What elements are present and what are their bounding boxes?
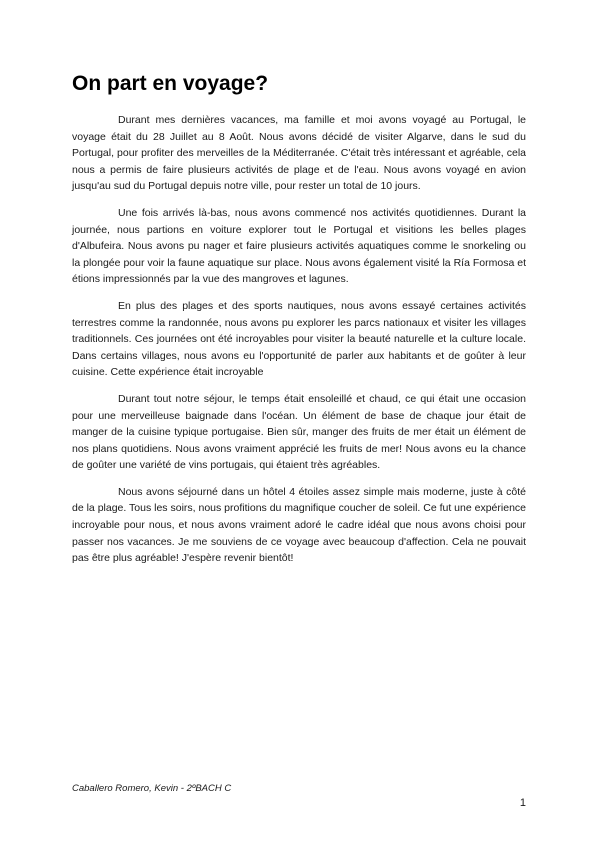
page-title: On part en voyage? [72, 72, 269, 95]
paragraph-1: Durant mes dernières vacances, ma famille et moi avons voyagé au Portugal, le voyage était du 28 Juillet au 8 Août. Nous avons décidé de visiter Algarve, dans le sud du Portugal, pour profiter des merveilles de la Méditerranée. C'était très intéressant et agréable, cela nous a permis de faire plusieurs activités de plage et de l'eau. Nous avons voyagé en avion jusqu'au sud du Portugal depuis notre ville, pour rester un total de 10 jours. [72, 114, 526, 193]
document-body [72, 112, 526, 577]
footer-author: Caballero Romero, Kevin - 2ºBACH C [72, 783, 232, 794]
paragraph-4: Durant tout notre séjour, le temps était ensoleillé et chaud, ce qui était une occasion pour une merveilleuse baignade dans l'océan. Un élément de base de chaque jour était de manger de la cuisine typique portugaise. Bien sûr, manger des fruits de mer était un élément de nos plans quotidiens. Nous avons vraiment apprécié les fruits de mer! Nous avons eu la chance de goûter une variété de vins portugais, qui étaient très agréables. [72, 392, 526, 472]
paragraph-2: Une fois arrivés là-bas, nous avons commencé nos activités quotidiennes. Durant la journée, nous partions en voiture explorer tout le Portugal et visitions les belles plages d'Albufeira. Nous avons pu nager et faire plusieurs activités aquatiques comme le snorkeling ou la plongée pour voir la faune aquatique sur place. Nous avons également visité la Ría Formosa et étions impressionnés par la vue des mangroves et lagunes. [72, 206, 526, 286]
paragraph-5: Nous avons séjourné dans un hôtel 4 étoiles assez simple mais moderne, juste à côté de la plage. Tous les soirs, nous profitions du magnifique coucher de soleil. Ce fut une expérience incroyable pour nous, et nous avons vraiment adoré le cadre idéal que nous avons choisi pour passer nos vacances. Je me souviens de ce voyage avec beaucoup d'affection. Cela ne pouvait pas être plus agréable! J'espère revenir bientôt! [72, 485, 526, 565]
page-number: 1 [519, 797, 526, 809]
paragraph-3: En plus des plages et des sports nautiques, nous avons essayé certaines activités terrestres comme la randonnée, nous avons pu explorer les parcs nationaux et visiter les villages traditionnels. Ces journées ont été incroyables pour visiter la beauté naturelle et la culture locale. Dans certains villages, nous avons eu l'opportunité de parler aux habitants et de goûter à leur cuisine. Cette expérience était incroyable [72, 299, 526, 379]
